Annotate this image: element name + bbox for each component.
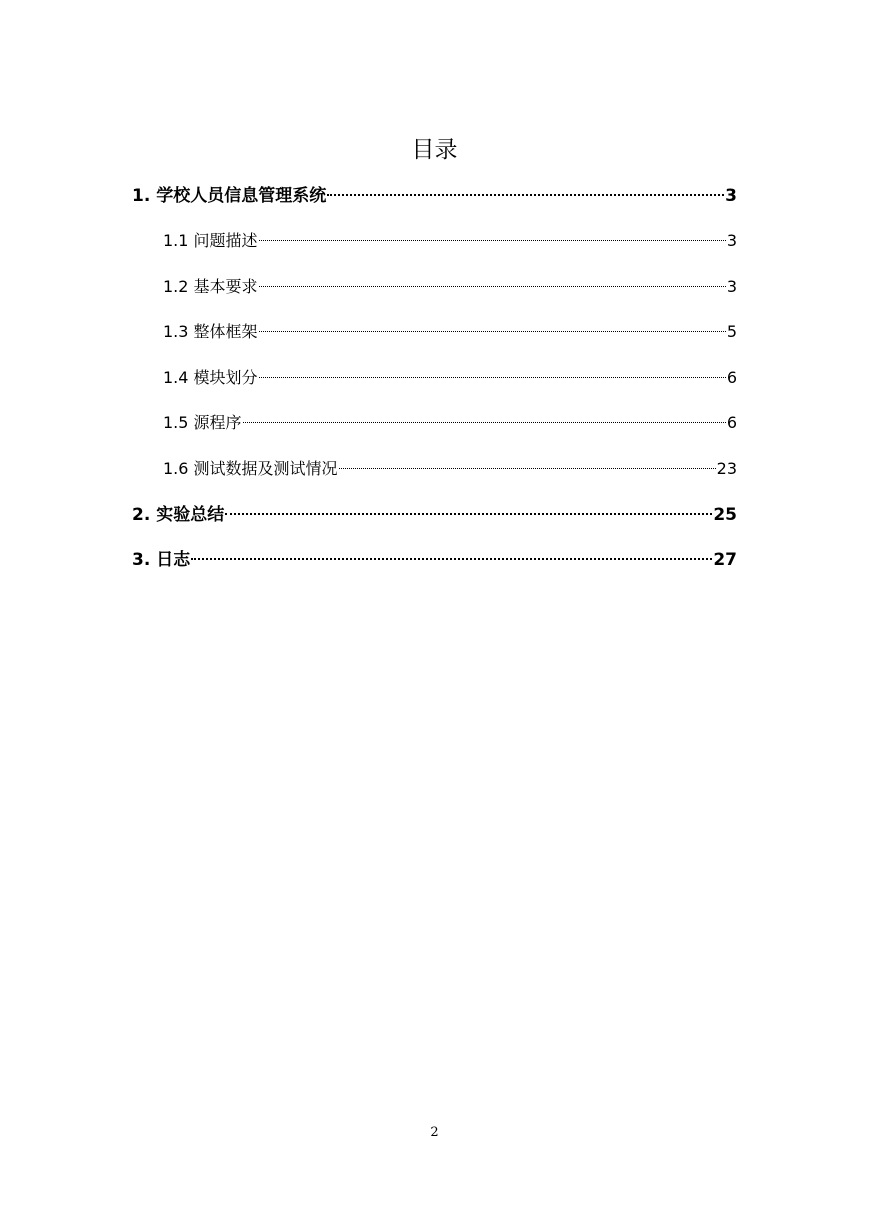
dot-leader xyxy=(259,240,726,241)
toc-entry-page: 25 xyxy=(713,505,737,525)
dot-leader xyxy=(259,286,726,287)
toc-entry-overall-framework[interactable] xyxy=(163,318,737,346)
toc-entry-page: 27 xyxy=(713,550,737,570)
dot-leader xyxy=(327,194,724,196)
toc-entry-label: 2. 实验总结 xyxy=(132,505,225,525)
toc-entry-page: 6 xyxy=(726,413,737,432)
toc-entry-label: 1. 学校人员信息管理系统 xyxy=(132,186,327,206)
dot-leader xyxy=(243,422,726,423)
toc-entry-page: 23 xyxy=(716,459,737,478)
toc-entry-log[interactable] xyxy=(132,546,737,574)
toc-entry-page: 5 xyxy=(726,322,737,341)
dot-leader xyxy=(191,558,712,560)
toc-entry-label: 3. 日志 xyxy=(132,550,191,570)
toc-entry-label: 1.3 整体框架 xyxy=(163,322,258,341)
dot-leader xyxy=(225,513,712,515)
dot-leader xyxy=(259,331,726,332)
toc-entry-page: 6 xyxy=(726,368,737,387)
toc-entry-system[interactable] xyxy=(132,182,737,210)
toc-entry-module-division[interactable] xyxy=(163,364,737,392)
toc-entry-label: 1.4 模块划分 xyxy=(163,368,258,387)
dot-leader xyxy=(259,377,726,378)
toc-entry-test-data[interactable] xyxy=(163,455,737,483)
dot-leader xyxy=(339,468,716,469)
toc-title: 目录 xyxy=(411,137,458,163)
toc-entry-page: 3 xyxy=(725,186,737,206)
toc-entry-label: 1.6 测试数据及测试情况 xyxy=(163,459,338,478)
toc-entry-page: 3 xyxy=(726,231,737,250)
toc-entry-problem-description[interactable] xyxy=(163,227,737,255)
toc-entry-label: 1.2 基本要求 xyxy=(163,277,258,296)
toc-entry-source-code[interactable] xyxy=(163,409,737,437)
toc-entry-page: 3 xyxy=(726,277,737,296)
toc-entry-basic-requirements[interactable] xyxy=(163,273,737,301)
toc-entry-experiment-summary[interactable] xyxy=(132,501,737,529)
toc-entry-label: 1.5 源程序 xyxy=(163,413,242,432)
toc-entry-label: 1.1 问题描述 xyxy=(163,231,258,250)
page-number: 2 xyxy=(430,1125,439,1140)
